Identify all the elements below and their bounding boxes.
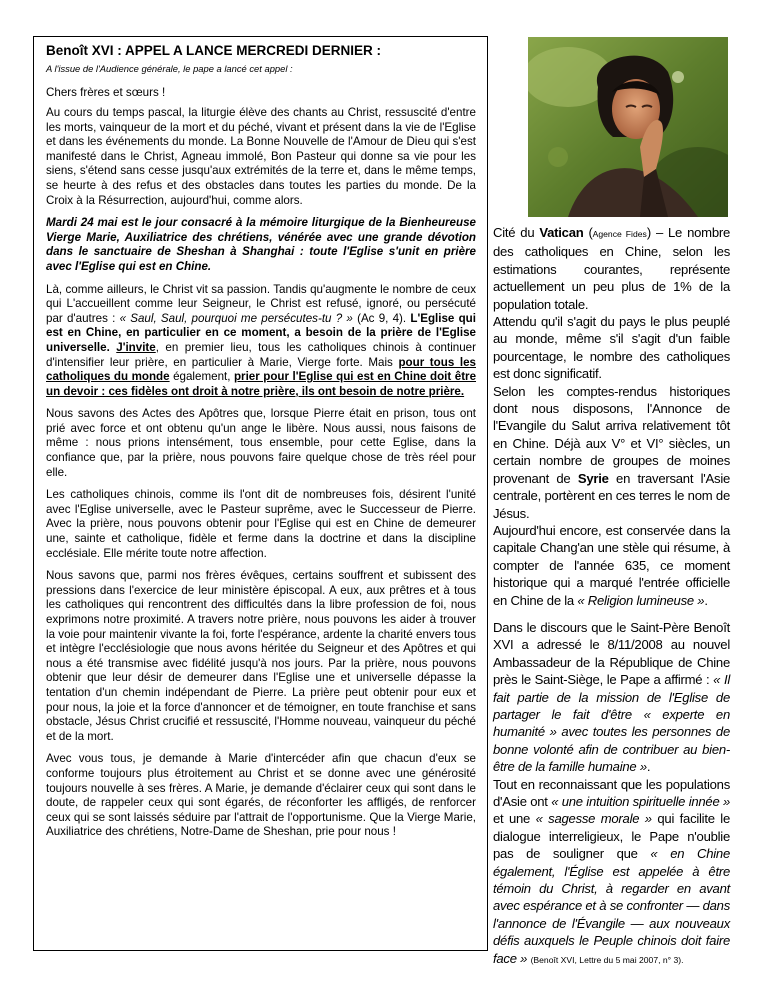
sidebar-paragraph-1 [493,224,730,313]
sidebar-paragraph-6 [493,776,730,969]
sidebar-paragraph-2: Attendu qu'il s'agit du pays le plus peuplé au monde, même s'il s'agit d'un faible pourcentage, le nombre des catholiques est donc significatif. [493,314,730,382]
r3-syria: Syrie [577,470,609,486]
article-paragraph-4: Nous savons des Actes des Apôtres que, lorsque Pierre était en prison, tous ont prié avec force et ont obtenu qu'un ange le libère. Nous aussi, nous faisons de même : nous prions intensément, tous ensemble, pour cette Eglise, dans la confiance que, par la prière, nous pouvons faire quelque chose de très réel pour elle. [46,407,476,479]
r1-text-2: ) – Le nombre des catholiques en Chine, selon les estimations courantes, représente actuellement un peu plus de 1% de la population totale. [493,225,730,312]
r6-text: Tout en reconnaissant que les populations d'Asie ont [493,776,730,809]
article-subtitle: A l'issue de l'Audience générale, le pape a lancé cet appel : [46,63,293,74]
p3-underlined-1: pour tous les catholiques du monde [46,355,476,384]
p3-text-3: également, [169,370,234,384]
r3-text-2: en traversant l'Asie centrale, portèrent en ces terres le nom de Jésus. [493,470,731,521]
r6-quote-3: « en Chine également, l'Église est appelée à être témoin du Christ, à regarder en avant avec espérance et à se confronter — dans l'annonce de l'Évangile — aux nouveaux défis auxquels le Peuple chinois doit faire face » [493,846,730,966]
p3-bold-statement: L'Eglise qui est en Chine, en particulier en ce moment, a besoin de la prière de l'Eglise universelle. [46,311,476,354]
p3-quote: « Saul, Saul, pourquoi me persécutes-tu ? » [119,311,353,325]
r1-paren-open: ( [583,225,593,240]
article-paragraph-7: Avec vous tous, je demande à Marie d'intercéder afin que chacun d'eux se conforme toujours plus étroitement au Christ et se donne avec une générosité toujours nouvelle à ses frères. A Marie, je demande d'éclairer ceux qui sont dans le doute, de rappeler ceux qui sont égarés, de réconforter les affligés, de renforcer ceux qui se sont laissés séduire par l'attrait de l'opportunisme. Que la Vierge Marie, Auxiliatrice des chrétiens, Notre-Dame de Sheshan, prie pour nous ! [46,752,476,839]
sidebar-paragraph-4 [493,522,730,609]
article-salutation: Chers frères et sœurs ! [46,86,166,99]
sidebar-paragraph-5 [493,619,730,776]
article-paragraph-1: Au cours du temps pascal, la liturgie élève des chants au Christ, ressuscité d'entre les morts, vainqueur de la mort et du péché, vivant et présent dans la vie de l'Eglise et dans les événements du monde. La Bonne Nouvelle de l'Amour de Dieu qui s'est manifesté dans le Christ, Agneau immolé, Bon Pasteur qui donne sa vie pour les siens, s'étend sans cesse jusqu'aux extrémités de la terre et, dans le même temps, se heurte à des refus et des obstacles dans toutes les parties du monde. De la Croix à la Résurrection, aujourd'hui, comme alors. [46,106,476,207]
p3-text: Là, comme ailleurs, le Christ vit sa passion. Tandis qu'augmente le nombre de ceux qui L'accueillent comme leur Seigneur, le Christ est refusé, ignoré, ou persécuté par d'autres : [46,282,476,325]
r1-vatican: Vatican [539,225,584,240]
r4-text: Aujourd'hui encore, est conservée dans la capitale Chang'an une stèle qui résume, à compter de l'année 635, ce moment historique qui a marqué l'entrée officielle en Chine de la [493,522,730,608]
article-paragraph-3 [46,283,476,400]
r5-end: . [646,759,651,775]
article-headline: Benoît XVI : APPEL A LANCE MERCREDI DERNIER : [46,43,382,58]
praying-woman-photo [528,37,728,217]
article-box [33,36,488,951]
r6-quote-2: « sagesse morale » [535,811,652,827]
r6-text-3: qui facilite le dialogue interreligieux, le Pape n'oublie pas de souligner que [493,811,730,862]
r4-quote: « Religion lumineuse » [577,592,705,608]
sidebar-article [493,224,730,969]
article-paragraph-5: Les catholiques chinois, comme ils l'ont dit de nombreuses fois, désirent l'unité avec l'Eglise universelle, avec le Pasteur suprême, avec le Successeur de Pierre. Avec la prière, nous pouvons obtenir pour l'Eglise qui est en Chine de demeurer une, sainte et catholique, fidèle et ferme dans la doctrine et dans la discipline ecclésiale. Elle mérite toute notre affection. [46,488,476,560]
r5-quote: « Il fait partie de la mission de l'Eglise de partager le fait d'être « experte en humanité » avec toutes les personnes de bonne volonté afin de contribuer au bien-être de la famille humaine » [493,672,730,775]
article-paragraph-6: Nous savons que, parmi nos frères évêques, certains souffrent et subissent des pressions dans l'exercice de leur ministère épiscopal. A eux, aux prêtres et à tous les catholiques qui rencontrent des difficultés dans la libre profession de foi, nous exprimons notre proximité. A travers notre prière, nous pouvons les aider à trouver la voie pour maintenir vivante la foi, forte l'espérance, ardente la charité envers tous et intègre l'ecclésiologie que nous avons héritée du Seigneur et des Apôtres et qui nous a été transmise avec fidélité jusqu'à nos jours. Par la prière, nous pouvons obtenir que leur désir de demeurer dans l'Eglise une et universelle dépasse la tentation d'un chemin indépendant de Pierre. La prière peut obtenir pour eux et pour nous, la joie et la force d'annoncer et de témoigner, en toute franchise et sans obstacle, Jésus Christ crucifié et ressuscité, l'Homme nouveau, vainqueur du péché et de la mort. [46,569,476,743]
r5-text: Dans le discours que le Saint-Père Benoît XVI a adressé le 8/11/2008 au nouvel Ambassadeur de la République de Chine près le Saint-Siège, le Pape a affirmé : [493,619,730,688]
p3-invite: J'invite [116,340,156,354]
r6-quote-1: « une intuition spirituelle innée » [551,794,730,809]
r6-citation: (Benoît XVI, Lettre du 5 mai 2007, n° 3). [530,954,684,965]
p3-underlined-2: prier pour l'Eglise qui est en Chine doit être un devoir : ces fidèles ont droit à notre prière, ils ont besoin de notre prière. [46,370,477,398]
r4-end: . [704,592,708,608]
r6-text-2: et une [493,811,536,827]
article-paragraph-2: Mardi 24 mai est le jour consacré à la mémoire liturgique de la Bienheureuse Vierge Marie, Auxiliatrice des chrétiens, vénérée avec une grande dévotion dans le sanctuaire de Sheshan à Shanghai : toute l'Eglise s'unit en prière avec l'Eglise qui est en Chine. [46,216,476,273]
sidebar-paragraph-3 [493,383,730,522]
r3-text: Selon les comptes-rendus historiques dont nous disposons, l'Annonce de l'Evangile du Salut arriva relativement tôt en Chine. Déjà aux V° et VI° siècles, un certain nombre de groupes de moines provenant de [493,383,730,486]
r1-agency: Agence Fides [592,229,647,239]
p3-text-2: , en premier lieu, tous les catholiques chinois à continuer d'intensifier leur prière, en particulier à Marie, Vierge forte. Mais [46,340,476,369]
r1-text: Cité du [493,225,540,240]
p3-reference: (Ac 9, 4). [352,311,411,325]
